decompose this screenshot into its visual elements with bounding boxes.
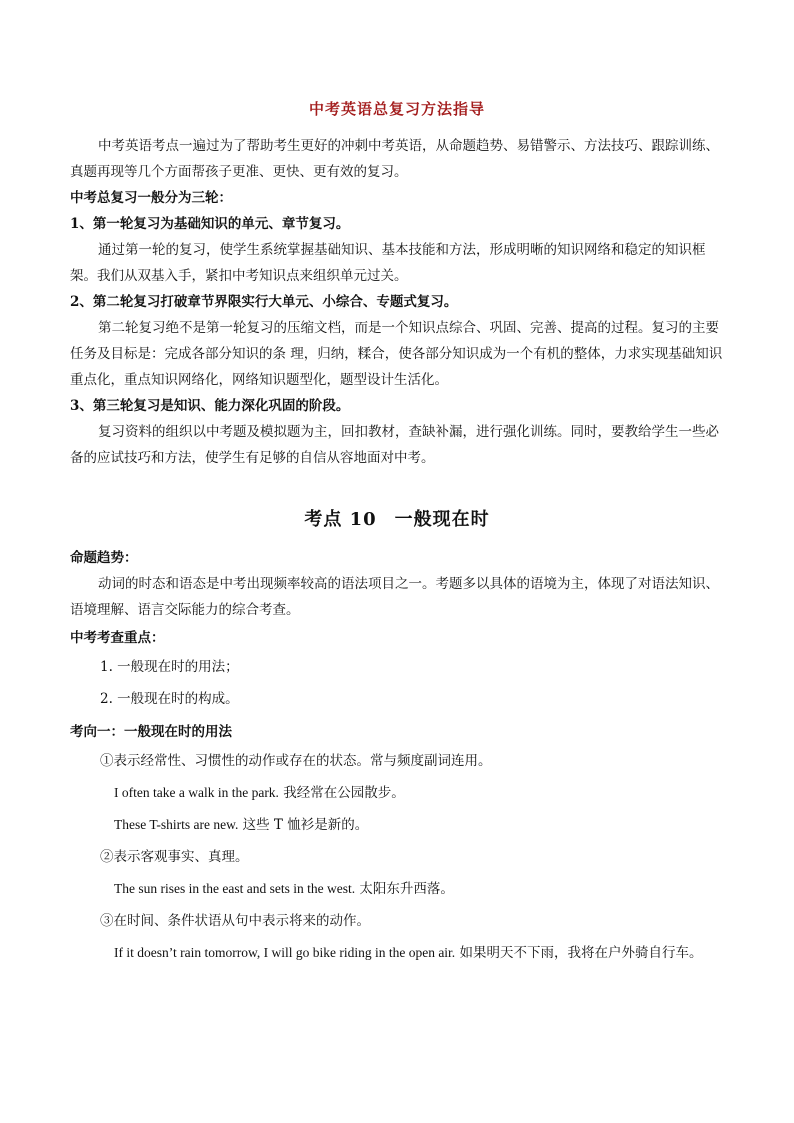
intro-paragraph: 中考英语考点一遍过为了帮助考生更好的冲刺中考英语，从命题趋势、易错警示、方法技巧、跟踪训练、真题再现等几个方面帮孩子更准、更快、更有效的复习。 — [70, 138, 719, 180]
example-chinese: 如果明天不下雨，我将在户外骑自行车。 — [459, 945, 703, 961]
document-page — [70, 98, 724, 969]
document-title: 中考英语总复习方法指导 — [308, 100, 485, 118]
focus-heading: 中考考查重点： — [70, 630, 165, 646]
usage-rule-3: ③在时间、条件状语从句中表示将来的动作。 — [100, 913, 370, 929]
usage-rule-1: ①表示经常性、习惯性的动作或存在的状态。常与频度副词连用。 — [100, 753, 492, 769]
round2-heading: 2、第二轮复习打破章节界限实行大单元、小综合、专题式复习。 — [70, 294, 458, 310]
section-name: 一般现在时 — [394, 509, 490, 530]
section-number: 考点 10 — [304, 509, 377, 530]
example-english: These T-shirts are new. — [114, 817, 239, 832]
round1-paragraph: 通过第一轮的复习，使学生系统掌握基础知识、基本技能和方法，形成明晰的知识网络和稳定的知识框架。我们从双基入手，紧扣中考知识点来组织单元过关。 — [70, 242, 706, 284]
example-english: If it doesn’t rain tomorrow, I will go bike riding in the open air. — [114, 945, 456, 960]
example-sentence — [70, 873, 724, 905]
example-chinese: 我经常在公园散步。 — [283, 785, 405, 801]
direction-heading: 考向一：一般现在时的用法 — [70, 724, 232, 740]
round3-heading: 3、第三轮复习是知识、能力深化巩固的阶段。 — [70, 398, 350, 414]
round1-heading: 1、第一轮复习为基础知识的单元、章节复习。 — [70, 216, 350, 232]
example-chinese: 太阳东升西落。 — [359, 881, 454, 897]
focus-item: 1. 一般现在时的用法； — [100, 659, 239, 675]
example-english: I often take a walk in the park. — [114, 785, 279, 800]
section-title — [70, 505, 724, 531]
focus-item: 2. 一般现在时的构成。 — [100, 691, 239, 707]
example-sentence — [70, 777, 724, 809]
example-english: The sun rises in the east and sets in the west. — [114, 881, 356, 896]
example-chinese: 这些 T 恤衫是新的。 — [242, 817, 369, 833]
round2-paragraph: 第二轮复习绝不是第一轮复习的压缩文档，而是一个知识点综合、巩固、完善、提高的过程。复习的主要任务及目标是：完成各部分知识的条 理，归纳，糅合，使各部分知识成为一个有机的整体，力求实现基础知识重点化，重点知识网络化，网络知识题型化，题型设计生活化。 — [70, 320, 723, 388]
round3-paragraph: 复习资料的组织以中考题及模拟题为主，回扣教材，查缺补漏，进行强化训练。同时，要教给学生一些必备的应试技巧和方法，使学生有足够的自信从容地面对中考。 — [70, 424, 719, 466]
example-sentence — [70, 809, 724, 841]
example-sentence — [70, 937, 724, 969]
usage-rule-2: ②表示客观事实、真理。 — [100, 849, 249, 865]
three-rounds-heading: 中考总复习一般分为三轮： — [70, 190, 232, 206]
trend-paragraph: 动词的时态和语态是中考出现频率较高的语法项目之一。考题多以具体的语境为主，体现了对语法知识、语境理解、语言交际能力的综合考查。 — [70, 576, 719, 618]
trend-heading: 命题趋势： — [70, 550, 138, 566]
